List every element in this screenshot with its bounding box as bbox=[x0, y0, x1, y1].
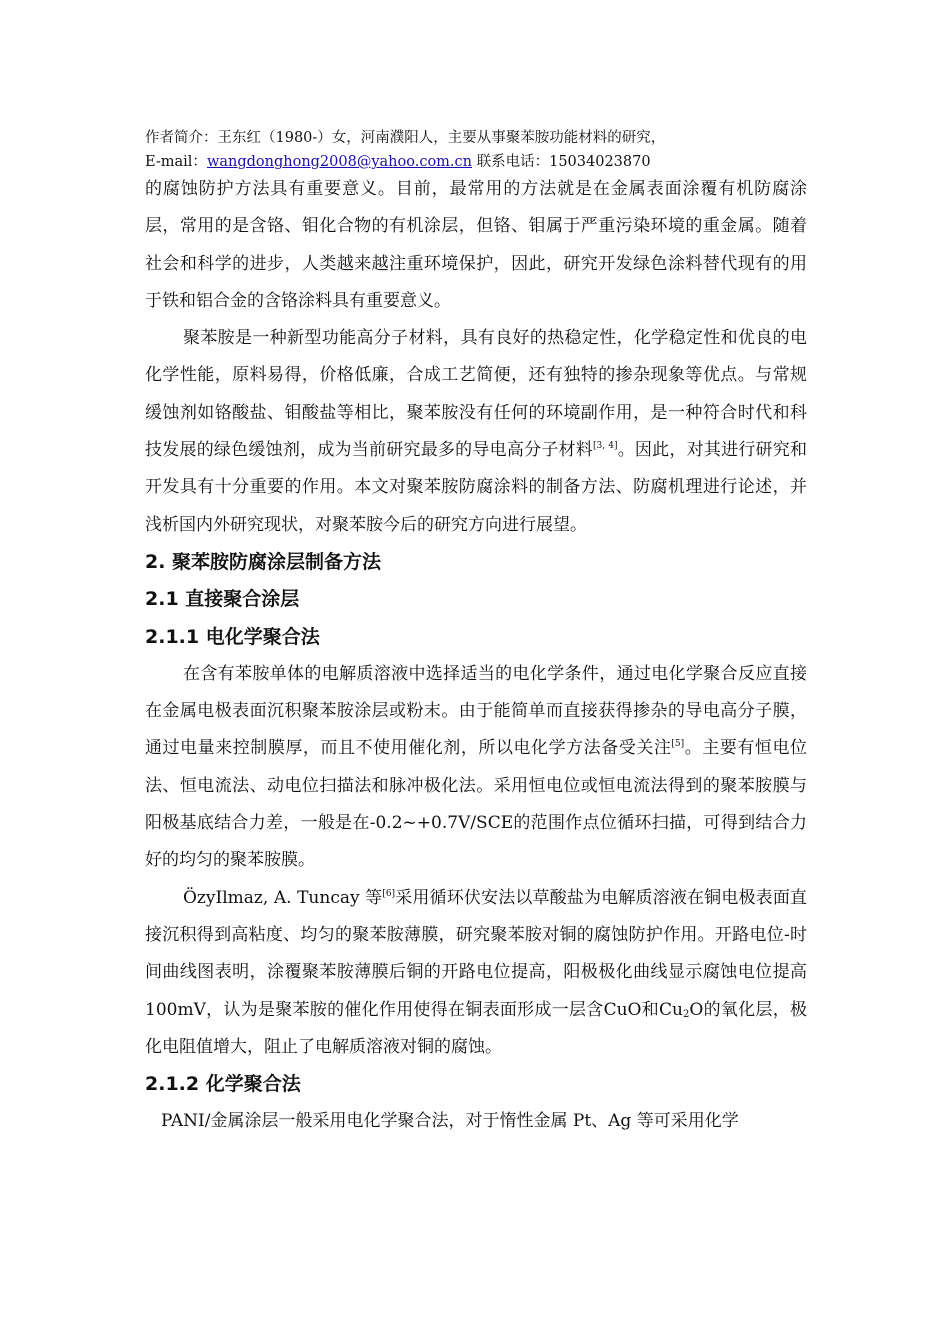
paragraph-1: 的腐蚀防护方法具有重要意义。目前，最常用的方法就是在金属表面涂覆有机防腐涂层，常用的是含铬、钼化合物的有机涂层，但铬、钼属于严重污染环境的重金属。随着社会和科学的进步，人类越来越注重环境保护，因此，研究开发绿色涂料替代现有的用于铁和铝合金的含铬涂料具有重要意义。 bbox=[145, 179, 807, 311]
phone-text: 联系电话：15034023870 bbox=[472, 154, 651, 170]
paragraph-4-text-b: 采用循环伏安法以草酸盐为电解质溶液在铜电极表面直接沉积得到高粘度、均匀的聚苯胺薄膜，研究聚苯胺对铜的腐蚀防护作用。开路电位-时间曲线图表明，涂覆聚苯胺薄膜后铜的开路电位提高，阳极极化曲线显示腐蚀电位提高100mV，认为是聚苯胺的催化作用使得在铜表面形成一层含CuO和Cu bbox=[145, 887, 807, 1020]
author-intro: 作者简介：王东红（1980-）女，河南濮阳人，主要从事聚苯胺功能材料的研究， bbox=[145, 130, 666, 146]
paragraph-3-text-b: 。主要有恒电位法、恒电流法、动电位扫描法和脉冲极化法。采用恒电位或恒电流法得到的聚苯胺膜与阳极基底结合力差，一般是在-0.2~+0.7V/SCE的范围作点位循环扫描，可得到结合力好的均匀的聚苯胺膜。 bbox=[145, 738, 808, 871]
author-note bbox=[145, 126, 825, 174]
paragraph-4 bbox=[145, 880, 807, 1066]
citation-3-4: [3, 4] bbox=[593, 441, 618, 452]
paragraph-2 bbox=[145, 320, 807, 544]
email-link[interactable]: wangdonghong2008@yahoo.com.cn bbox=[206, 154, 472, 170]
section-heading-2-1-1: 2.1.1 电化学聚合法 bbox=[145, 625, 320, 648]
paragraph-3 bbox=[145, 656, 807, 880]
paragraph-2-text-a: 聚苯胺是一种新型功能高分子材料，具有良好的热稳定性，化学稳定性和优良的电化学性能，原料易得，价格低廉，合成工艺简便，还有独特的掺杂现象等优点。与常规缓蚀剂如铬酸盐、钼酸盐等相比，聚苯胺没有任何的环境副作用，是一种符合时代和科技发展的绿色缓蚀剂，成为当前研究最多的导电高分子材料 bbox=[145, 328, 807, 461]
email-label: E-mail： bbox=[145, 154, 207, 170]
subscript-2: 2 bbox=[683, 1008, 690, 1020]
paragraph-2-text-b: 。因此，对其进行研究和开发具有十分重要的作用。本文对聚苯胺防腐涂料的制备方法、防腐机理进行论述，并浅析国内外研究现状，对聚苯胺今后的研究方向进行展望。 bbox=[145, 440, 808, 535]
citation-5: [5] bbox=[671, 739, 685, 750]
section-heading-2: 2. 聚苯胺防腐涂层制备方法 bbox=[145, 550, 382, 573]
section-heading-2-1: 2.1 直接聚合涂层 bbox=[145, 588, 300, 611]
paragraph-4-text-a: ÖzyIlmaz, A. Tuncay 等 bbox=[183, 887, 383, 908]
paragraph-5: PANI/金属涂层一般采用电化学聚合法，对于惰性金属 Pt、Ag 等可采用化学 bbox=[161, 1111, 739, 1132]
article-body bbox=[145, 171, 807, 1141]
section-heading-2-1-2: 2.1.2 化学聚合法 bbox=[145, 1073, 301, 1096]
citation-6: [6] bbox=[382, 888, 396, 899]
paragraph-4-text-c: O的氧化层，极化电阻值增大，阻止了电解质溶液对铜的腐蚀。 bbox=[145, 999, 807, 1057]
paragraph-3-text-a: 在含有苯胺单体的电解质溶液中选择适当的电化学条件，通过电化学聚合反应直接在金属电极表面沉积聚苯胺涂层或粉末。由于能简单而直接获得掺杂的导电高分子膜，通过电量来控制膜厚，而且不使用催化剂，所以电化学方法备受关注 bbox=[145, 663, 807, 759]
